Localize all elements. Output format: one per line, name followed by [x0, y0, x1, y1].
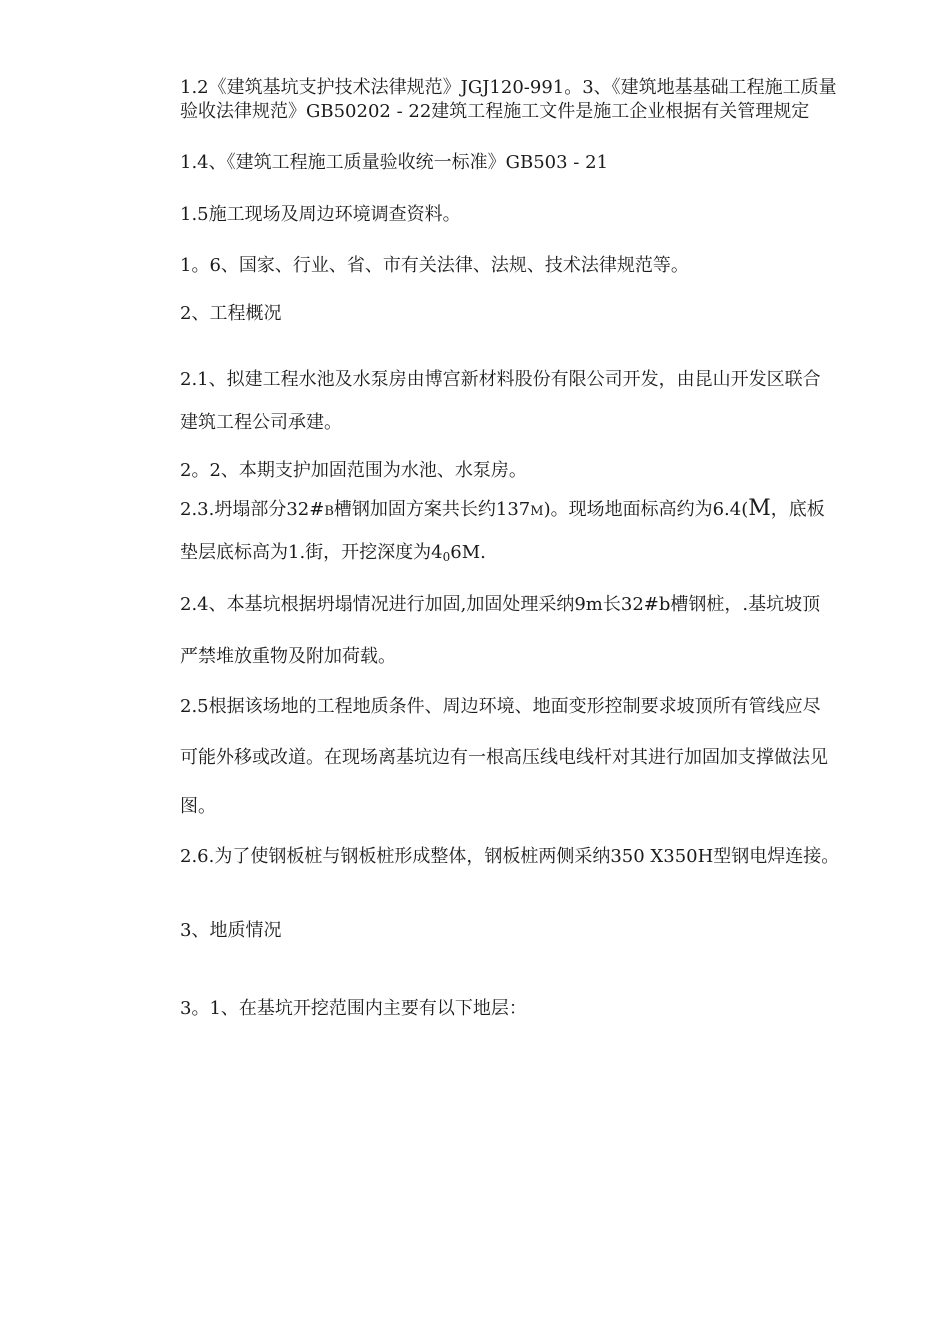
paragraph-2-5-line-3: 图。 [180, 796, 216, 817]
paragraph-2-4-line-2: 严禁堆放重物及附加荷载。 [180, 646, 396, 667]
paragraph-1-5: 1.5施工现场及周边环境调查资料。 [180, 204, 461, 225]
paragraph-2-1-line-2: 建筑工程公司承建。 [180, 412, 342, 433]
paragraph-1-2-line-1: 1.2《建筑基坑支护技术法律规范》JGJ120-991。3、《建筑地基基础工程施工质量 [180, 77, 837, 98]
p23-text-d: ，底板 [770, 499, 825, 520]
paragraph-1-4: 1.4、《建筑工程施工质量验收统一标准》GB503 - 21 [180, 152, 609, 173]
paragraph-2-6: 2.6.为了使钢板桩与钢板桩形成整体，钢板桩两侧采纳350 X350H型钢电焊连接。 [180, 846, 840, 867]
paragraph-2-3-line-1 [180, 496, 950, 525]
p23b-text-b: 6M. [450, 542, 486, 563]
p23-letter-b: B [324, 504, 334, 519]
heading-section-2: 2、工程概况 [180, 303, 282, 324]
paragraph-2-2: 2。2、本期支护加固范围为水池、水泵房。 [180, 460, 527, 481]
paragraph-2-3-line-2 [180, 540, 950, 570]
paragraph-2-5-line-1: 2.5根据该场地的工程地质条件、周边环境、地面变形控制要求坡顶所有管线应尽 [180, 696, 821, 717]
p23-text-a: 2.3.坍塌部分32# [180, 499, 325, 520]
paragraph-1-2-line-2: 验收法律规范》GB50202 - 22建筑工程施工文件是施工企业根据有关管理规定 [180, 101, 810, 122]
paragraph-2-4-line-1: 2.4、本基坑根据坍塌情况进行加固,加固处理采纳9m长32#b槽钢桩，.基坑坡顶 [180, 594, 821, 615]
p23-big-m: M [748, 496, 771, 521]
heading-section-3: 3、地质情况 [180, 920, 282, 941]
paragraph-3-1: 3。1、在基坑开挖范围内主要有以下地层： [180, 998, 527, 1019]
p23-text-c: )。现场地面标高约为6.4( [543, 499, 749, 520]
paragraph-1-6: 1。6、国家、行业、省、市有关法律、法规、技术法律规范等。 [180, 255, 689, 276]
p23-letter-m: M [530, 504, 544, 519]
p23b-subscript: 0 [442, 550, 451, 564]
p23b-text-a: 垫层底标高为1.街，开挖深度为4 [180, 542, 443, 563]
paragraph-2-5-line-2: 可能外移或改道。在现场离基坑边有一根高压线电线杆对其进行加固加支撑做法见 [180, 747, 828, 768]
paragraph-2-1-line-1: 2.1、拟建工程水池及水泵房由博宫新材料股份有限公司开发，由昆山开发区联合 [180, 369, 821, 390]
p23-text-b: 槽钢加固方案共长约137 [333, 499, 531, 520]
